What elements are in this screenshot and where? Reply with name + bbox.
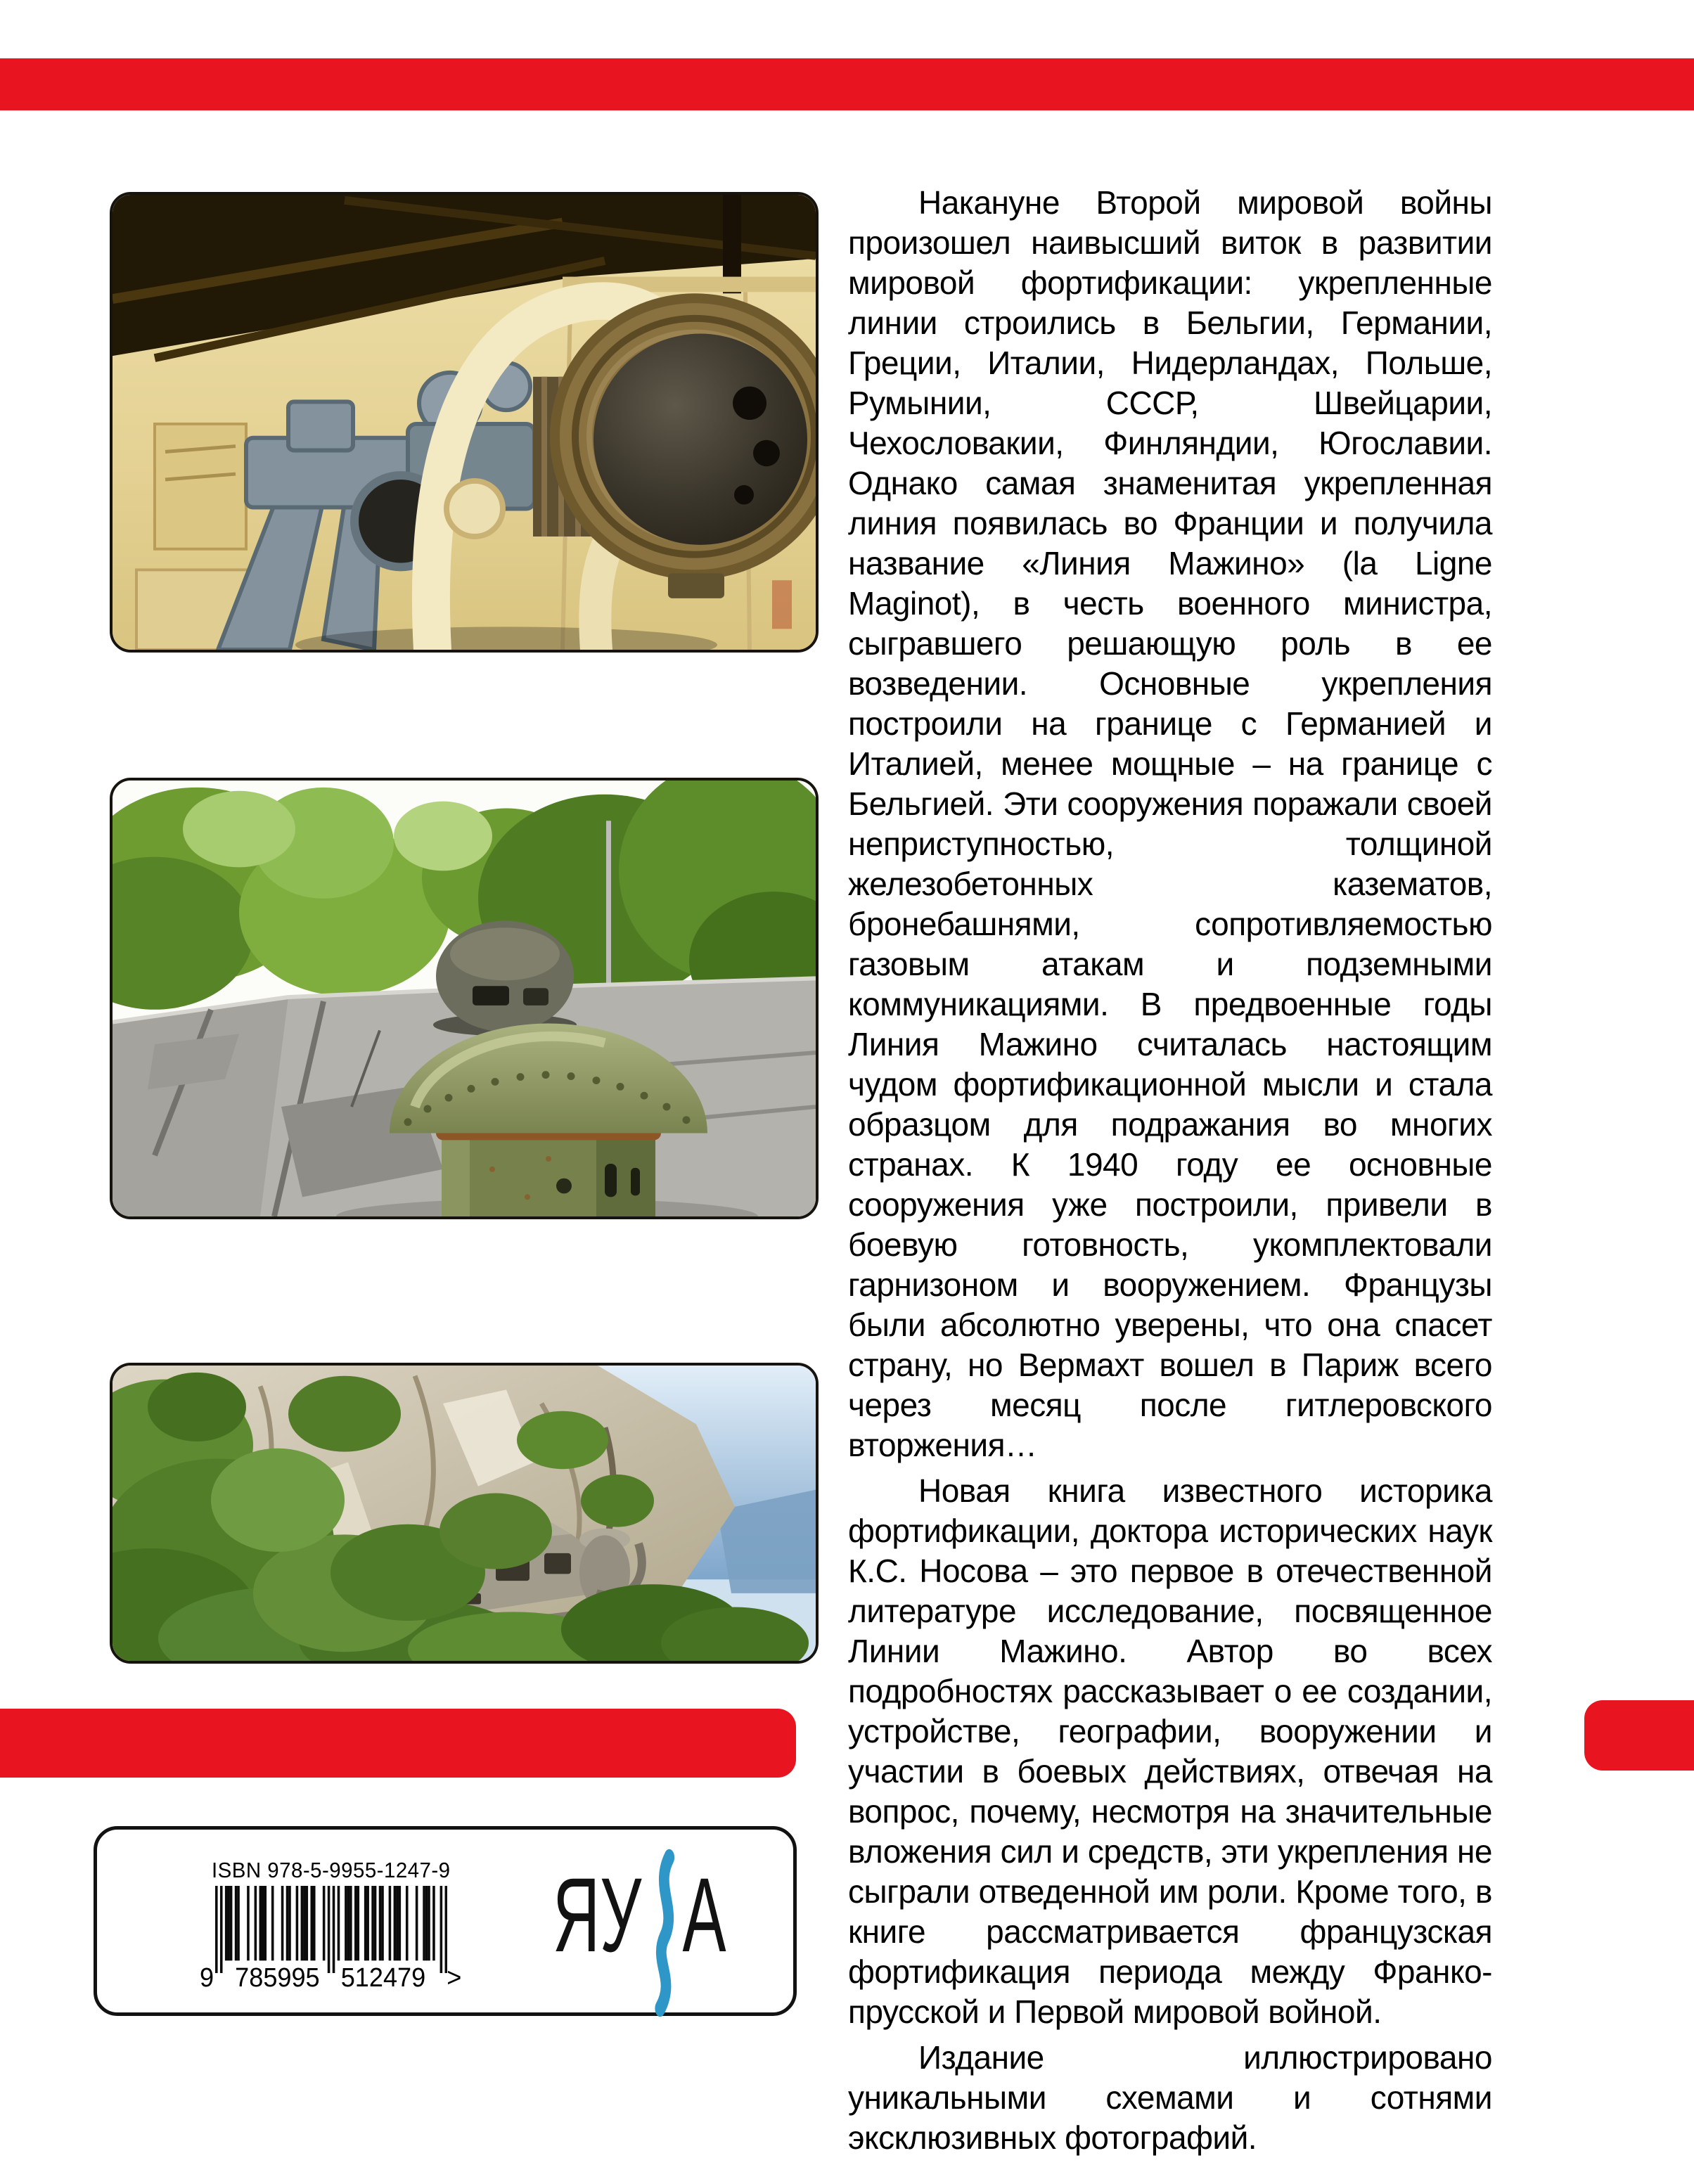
- annotation-text: [848, 183, 1492, 2164]
- isbn-barcode-panel: [94, 1826, 797, 2016]
- barcode-digit-group: 512479: [340, 1963, 426, 1993]
- photo-hillside-fortification: [110, 1363, 819, 1664]
- yauza-logo-letters: [553, 1856, 726, 2012]
- bottom-red-stripe-left: [0, 1709, 796, 1778]
- yauza-publisher-logo: [553, 1856, 726, 1989]
- yauza-wave-icon: [645, 1852, 681, 2012]
- barcode-digit-group: >: [447, 1963, 462, 1993]
- annotation-paragraph: Накануне Второй мировой войны произошел наивысший виток в развитии мировой фортификации: укрепленные линии строились в Бельгии, Германии, Греции, Италии, Нидерландах, Польше, Румынии, СССР, Швейцарии, Чехословакии, Финляндии, Югославии. Однако самая знаменитая укрепленная линия появилась во Франции и получила название «Линия Мажино» (la Ligne Maginot), в честь военного министра, сыгравшего решающую роль в ее возведении. Основные укрепления построили на границе с Германией и Италией, менее мощные – на границе с Бельгией. Эти сооружения поражали своей неприступностью, толщиной железобетонных казематов, бронебашнями, сопротивляемостью газовым атакам и подземными коммуникациями. В предвоенные годы Линия Мажино считалась настоящим чудом фортификационной мысли и стала образцом для подражания во многих странах. К 1940 году ее основные сооружения уже построили, привели в боевую готовность, укомплектовали гарнизоном и вооружением. Французы были абсолютно уверены, что она спасет страну, но Вермахт вошел в Париж всего через месяц после гитлеровского вторжения…: [848, 184, 1492, 1463]
- cupola-roof-illustration: [113, 781, 816, 1216]
- ean13-barcode: [215, 1886, 447, 1973]
- barcode-digits: [200, 1963, 461, 1993]
- photo-armored-cupola-roof: [110, 778, 819, 1219]
- museum-turret-illustration: [113, 195, 816, 650]
- logo-letters-left: ЯУ: [553, 1856, 642, 1974]
- bottom-red-stripe-right: [1584, 1700, 1694, 1771]
- barcode-digit-group: 785995: [235, 1963, 320, 1993]
- annotation-paragraph: Новая книга известного историка фортификации, доктора исторических наук К.С. Носова – это первое в отечественной литературе исследование, посвященное Линии Мажино. Автор во всех подробностях рассказывает о ее создании, устройстве, географии, вооружении и участии в боевых действиях, отвечая на вопрос, почему, несмотря на значительные вложения сил и средств, эти укрепления не сыграли отведенной им роли. Кроме того, в книге рассматривается французская фортификация периода между Франко-прусской и Первой мировой войной.: [848, 1472, 1492, 2030]
- annotation-paragraph: Издание иллюстрировано уникальными схемами и сотнями эксклюзивных фотографий.: [848, 2039, 1492, 2156]
- isbn-number: ISBN 978-5-9955-1247-9: [212, 1858, 451, 1882]
- barcode-digit-group: 9: [200, 1963, 214, 1993]
- hillside-fort-illustration: [113, 1366, 816, 1661]
- logo-letters-right: А: [682, 1856, 726, 1974]
- top-red-stripe: [0, 58, 1694, 110]
- photo-museum-turret-mechanism: [110, 192, 819, 653]
